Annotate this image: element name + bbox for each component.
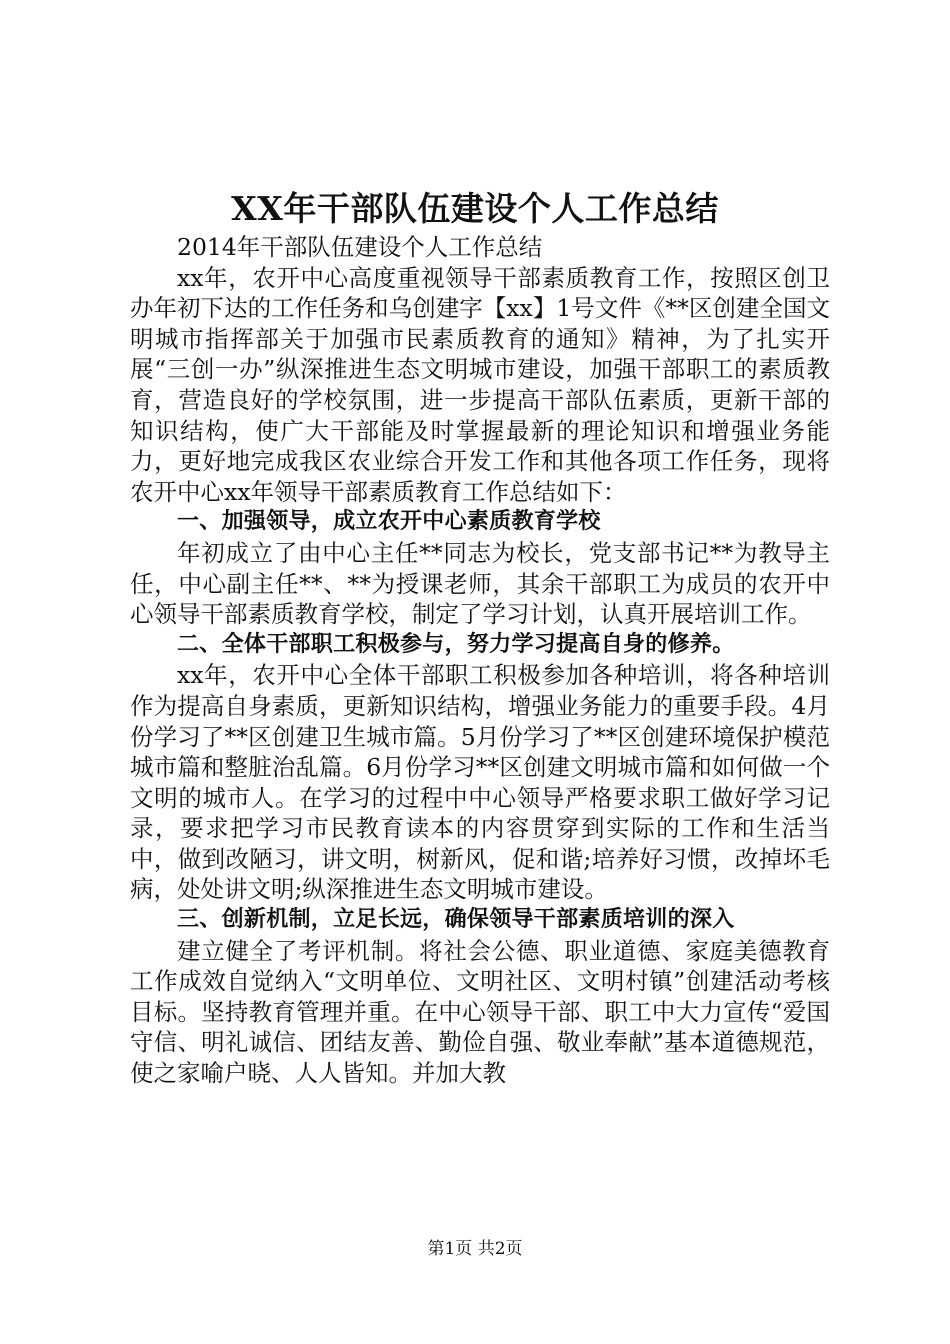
subtitle-paragraph: 2014年干部队伍建设个人工作总结 (177, 233, 543, 261)
body-paragraph: xx年，农开中心全体干部职工积极参加各种培训，将各种培训作为提高自身素质，更新知识结构，增强业务能力的重要手段。4月份学习了**区创建卫生城市篇。5月份学习了**区创建环境保护模范城市篇和整脏治乱篇。6月份学习**区创建文明城市篇和如何做一个文明的城市人。在学习的过程中中心领导严格要求职工做好学习记录，要求把学习市民教育读本的内容贯穿到实际的工作和生活当中，做到改陋习，讲文明，树新风，促和谐;培养好习惯，改掉坏毛病，处处讲文明;纵深推进生态文明城市建设。 (130, 661, 830, 904)
body-paragraph: 建立健全了考评机制。将社会公德、职业道德、家庭美德教育工作成效自觉纳入“文明单位、文明社区、文明村镇”创建活动考核目标。坚持教育管理并重。在中心领导干部、职工中大力宣传“爱国守信、明礼诚信、团结友善、勤俭自强、敬业奉献”基本道德规范，使之家喻户晓、人人皆知。并加大教 (130, 936, 830, 1088)
body-paragraph: xx年，农开中心高度重视领导干部素质教育工作，按照区创卫办年初下达的工作任务和乌创建字【xx】1号文件《**区创建全国文明城市指挥部关于加强市民素质教育的通知》精神，为了扎实开展“三创一办”纵深推进生态文明城市建设，加强干部职工的素质教育，营造良好的学校氛围，进一步提高干部队伍素质，更新干部的知识结构，使广大干部能及时掌握最新的理论知识和增强业务能力，更好地完成我区农业综合开发工作和其他各项工作任务，现将农开中心xx年领导干部素质教育工作总结如下： (130, 263, 830, 506)
section-heading: 一、加强领导，成立农开中心素质教育学校 (177, 509, 601, 535)
document-body (130, 232, 830, 1089)
body-paragraph: 年初成立了由中心主任**同志为校长，党支部书记**为教导主任，中心副主任**、**为授课老师，其余干部职工为成员的农开中心领导干部素质教育学校，制定了学习计划，认真开展培训工作。 (130, 538, 830, 629)
document-title: XX年干部队伍建设个人工作总结 (231, 189, 719, 228)
page-footer: 第1页 共2页 (427, 1239, 523, 1259)
section-heading: 二、全体干部职工积极参与，努力学习提高自身的修养。 (177, 631, 735, 657)
section-heading: 三、创新机制，立足长远，确保领导干部素质培训的深入 (177, 907, 735, 933)
